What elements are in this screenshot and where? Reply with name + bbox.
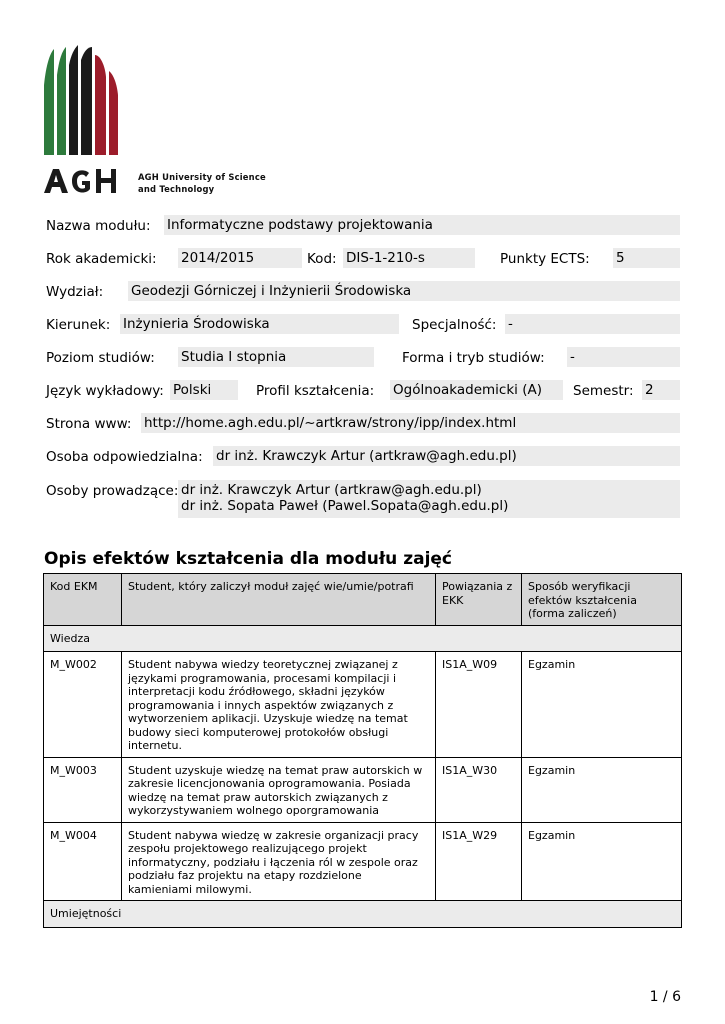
row-desc: Student uzyskuje wiedzę na temat praw autorskich w zakresie licencjonowania oprogramowania. Posiada wiedzę na temat praw autorskich związanych z wykorzystywaniem wolnego oporgramowania xyxy=(122,757,436,822)
specialty-label: Specjalność: xyxy=(412,317,497,333)
study-mode-label: Forma i tryb studiów: xyxy=(402,350,545,366)
instructor-1: dr inż. Krawczyk Artur (artkraw@agh.edu.pl) xyxy=(181,482,482,498)
responsible-person-value: dr inż. Krawczyk Artur (artkraw@agh.edu.pl) xyxy=(213,446,680,466)
study-level-label: Poziom studiów: xyxy=(46,350,155,366)
group-row-umiejetnosci xyxy=(44,901,682,928)
study-mode-value: - xyxy=(567,347,680,367)
table-row xyxy=(44,757,682,822)
study-level-value: Studia I stopnia xyxy=(178,347,374,367)
profile-label: Profil kształcenia: xyxy=(256,383,375,399)
faculty-label: Wydział: xyxy=(46,284,104,300)
header-ekk: Powiązania z EKK xyxy=(436,574,522,626)
module-name-value: Informatyczne podstawy projektowania xyxy=(164,215,680,235)
group-label: Wiedza xyxy=(44,625,682,652)
academic-year-label: Rok akademicki: xyxy=(46,251,157,267)
table-row xyxy=(44,822,682,901)
row-method: Egzamin xyxy=(522,652,682,758)
profile-value: Ogólnoakademicki (A) xyxy=(390,380,563,400)
ects-label: Punkty ECTS: xyxy=(500,251,590,267)
row-desc: Student nabywa wiedzę w zakresie organizacji pracy zespołu projektowego realizującego projekt informatyczny, podziału i łączenia ról w zespole oraz podziału faz projektu na etapy rozdzielone kamieniami milowymi. xyxy=(122,822,436,901)
row-code: M_W003 xyxy=(44,757,122,822)
field-of-study-value: Inżynieria Środowiska xyxy=(120,314,399,334)
group-row-wiedza xyxy=(44,625,682,652)
page-number: 1 / 6 xyxy=(649,989,681,1005)
instructor-2: dr inż. Sopata Paweł (Pawel.Sopata@agh.edu.pl) xyxy=(181,498,509,514)
website-value[interactable]: http://home.agh.edu.pl/~artkraw/strony/ipp/index.html xyxy=(141,413,680,433)
header-student: Student, który zaliczył moduł zajęć wie/umie/potrafi xyxy=(122,574,436,626)
language-label: Język wykładowy: xyxy=(46,383,164,399)
specialty-value: - xyxy=(505,314,680,334)
agh-logo xyxy=(44,45,274,195)
table-row xyxy=(44,652,682,758)
row-method: Egzamin xyxy=(522,822,682,901)
section-title: Opis efektów kształcenia dla modułu zajęć xyxy=(44,549,453,569)
instructors-label: Osoby prowadzące: xyxy=(46,483,179,499)
code-value: DIS-1-210-s xyxy=(343,248,475,268)
logo-text-line2: and Technology xyxy=(138,184,215,194)
row-code: M_W004 xyxy=(44,822,122,901)
header-method: Sposób weryfikacji efektów kształcenia (forma zaliczeń) xyxy=(522,574,682,626)
faculty-value: Geodezji Górniczej i Inżynierii Środowiska xyxy=(128,281,680,301)
row-ekk: IS1A_W29 xyxy=(436,822,522,901)
row-desc: Student nabywa wiedzy teoretycznej związanej z językami programowania, procesami kompilacji i interpretacji kodu źródłowego, składni języków programowania i innych aspektów związanych z wytworzeniem aplikacji. Uzyskuje wiedzę na temat budowy sieci komputerowej protokołów obsługi internetu. xyxy=(122,652,436,758)
academic-year-value: 2014/2015 xyxy=(178,248,302,268)
group-label: Umiejętności xyxy=(44,901,682,928)
table-header-row xyxy=(44,574,682,626)
code-label: Kod: xyxy=(307,251,337,267)
module-name-label: Nazwa modułu: xyxy=(46,218,151,234)
logo-text-line1: AGH University of Science xyxy=(138,172,266,182)
header-kod-ekm: Kod EKM xyxy=(44,574,122,626)
row-code: M_W002 xyxy=(44,652,122,758)
row-ekk: IS1A_W09 xyxy=(436,652,522,758)
row-ekk: IS1A_W30 xyxy=(436,757,522,822)
field-of-study-label: Kierunek: xyxy=(46,317,111,333)
language-value: Polski xyxy=(170,380,238,400)
row-method: Egzamin xyxy=(522,757,682,822)
instructors-value xyxy=(178,480,680,518)
learning-outcomes-table xyxy=(43,573,682,928)
semester-label: Semestr: xyxy=(573,383,634,399)
responsible-person-label: Osoba odpowiedzialna: xyxy=(46,449,203,465)
semester-value: 2 xyxy=(642,380,680,400)
ects-value: 5 xyxy=(613,248,680,268)
website-label: Strona www: xyxy=(46,416,132,432)
